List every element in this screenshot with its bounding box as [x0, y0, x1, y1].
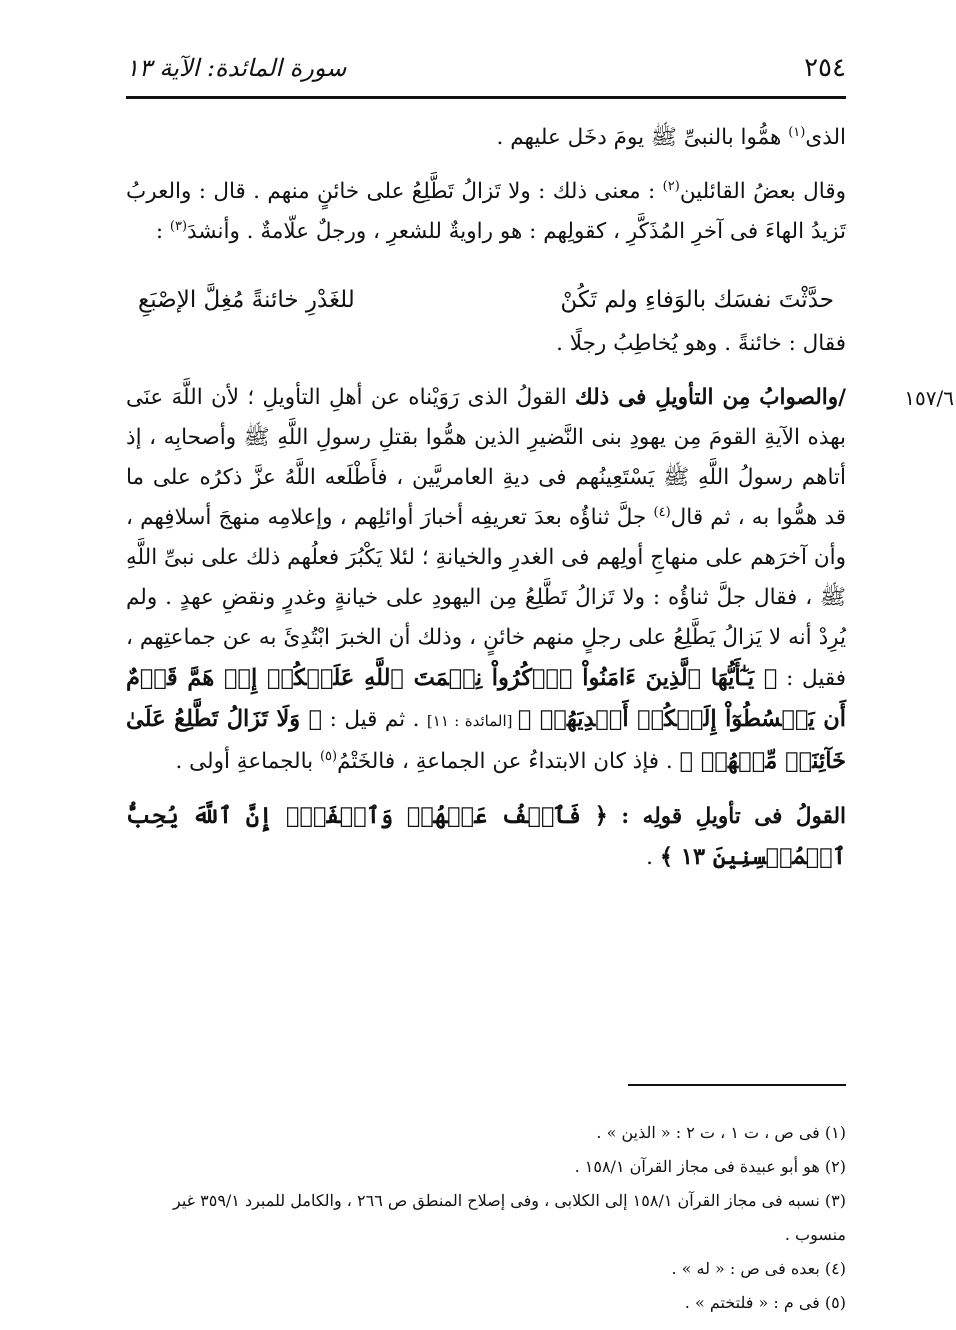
text-run: همُّوا بالنبىِّ ﷺ يومَ دخَل عليهم .: [496, 125, 789, 150]
section-heading: القولُ فى تأويلِ قولِه :: [607, 804, 846, 829]
footnote-marker: (٤): [653, 504, 671, 520]
text-run: : معنى ذلك : ولا تَزالُ تَطَّلِعُ على خائنٍ منهم . قال : والعربُ تَزيدُ الهاءَ فى آخرِ المُذَكَّرِ ، كقولِهم : هو راويةٌ للشعرِ ، ورجلٌ علّامةٌ . وأنشدَ: [126, 179, 846, 244]
main-text: [126, 118, 954, 892]
running-title: سورة المائدة: الآية ١٣: [126, 54, 347, 82]
text-run: جلَّ ثناؤُه بعدَ تعريفِه أخبارَ أوائلِهم ، وإعلامِه منهجَ أسلافِهم ، وأن آخرَهم على منهاجِ أولِهم فى الغدرِ والخيانةِ ؛ لئلا يَكْبُرَ فعلُهم ذلك على نبىِّ اللَّهِ ﷺ ، فقال جلَّ ثناؤُه : ولا تَزالُ تَطَّلِعُ مِن اليهودِ على خيانةٍ وغدرٍ ونقضِ عهدٍ . ولم يُرِدْ أنه لا يَزالُ يَطَّلِعُ على رجلٍ منهم خائنٍ ، وذلك أن الخبرَ ابْتُدِئَ به عن جماعتِهم ، فقيل :: [126, 505, 846, 691]
footnote-marker: (٥): [319, 748, 338, 764]
text-run: القولُ الذى رَوَيْناه عن أهلِ التأويلِ ؛ لأن اللَّهَ عنَى بهذه الآيةِ القومَ مِن يهودِ بنى النَّضيرِ الذين همُّوا بقتلِ رسولِ اللَّهِ ﷺ وأصحابِه ، إذ أتاهم رسولُ اللَّهِ ﷺ يَسْتَعِينُهم فى ديةِ العامريَّين ، فأَطْلَعه اللَّهُ عزَّ ذكرُه على ما قد همُّوا به ، ثم قال: [126, 385, 847, 530]
text-run: .: [646, 845, 660, 870]
footnotes: [126, 1116, 846, 1320]
quran-quote: ﴿ وَلَا تَزَالُ تَطَّلِعُ عَلَىٰ خَآئِنَةٖ مِّنۡهُمۡ ﴾: [126, 706, 846, 774]
paragraph-3: فقال : خائنةً . وهو يُخاطِبُ رجلًا .: [556, 331, 846, 356]
text-run: :: [155, 219, 170, 244]
bold-lead: /والصوابُ مِن التأويلِ فى ذلك: [574, 385, 846, 410]
verse-first-hemistich: حدَّثْتَ نفسَك بالوَفاءِ ولم تَكُنْ: [560, 287, 834, 313]
paragraph-4: [126, 378, 846, 782]
paragraph-2: [126, 172, 846, 252]
paragraph-4-section: [126, 378, 954, 782]
footnote-4: (٤) بعده فى ص : « له » .: [671, 1259, 846, 1278]
footnote-5: (٥) فى م : « فلتختم » .: [684, 1293, 846, 1312]
page-number: ٢٥٤: [804, 53, 846, 83]
text-run: بالجماعةِ أولى .: [175, 749, 320, 774]
footnote-3: (٣) نسبه فى مجاز القرآن ١٥٨/١ إلى الكلابى ، وفى إصلاح المنطق ص ٢٦٦ ، والكامل للمبرد ٣٥٩/١ غير منسوب .: [173, 1191, 846, 1244]
margin-reference: ١٥٧/٦: [904, 386, 954, 410]
verse-second-hemistich: للغَدْرِ خائنةً مُغِلَّ الإصْبَعِ: [138, 287, 355, 313]
quran-quote: ﴿ فَٱعۡفُ عَنۡهُمۡ وَٱصۡفَحۡۚ إِنَّ ٱللَّهَ يُحِبُّ ٱلۡمُحۡسِنِينَ ١٣ ﴾: [126, 803, 846, 870]
text-run: . فإذ كان الابتداءُ عن الجماعةِ ، فالخَتْمُ: [337, 749, 680, 774]
footnote-marker: (٣): [169, 218, 188, 234]
footnote-2: (٢) هو أبو عبيدة فى مجاز القرآن ١٥٨/١ .: [574, 1157, 846, 1176]
footnote-rule: [628, 1084, 846, 1086]
text-run: . ثم قيل :: [322, 707, 427, 732]
header-rule: [126, 96, 846, 99]
quran-quote: ﴿ يَـٰٓأَيُّهَا ٱلَّذِينَ ءَامَنُواْ ٱذۡكُرُواْ نِعۡمَتَ ٱللَّهِ عَلَيۡكُمۡ إِذۡ هَمَّ قَوۡمٌ أَن يَبۡسُطُوٓاْ إِلَيۡكُمۡ أَيۡدِيَهُمۡ ﴾: [126, 665, 846, 732]
page-header: [126, 46, 846, 90]
text-run: الذى: [805, 125, 846, 150]
paragraph-5: [126, 796, 846, 878]
paragraph-1: [126, 118, 846, 158]
quran-reference: [المائدة : ١١]: [426, 712, 518, 730]
footnote-1: (١) فى ص ، ت ١ ، ت ٢ : « الذين » .: [596, 1123, 846, 1142]
text-run: وقال بعضُ القائلين: [679, 179, 846, 204]
poetry-verse: [126, 280, 846, 320]
footnote-marker: (١): [788, 124, 806, 140]
footnote-marker: (٢): [662, 178, 680, 194]
